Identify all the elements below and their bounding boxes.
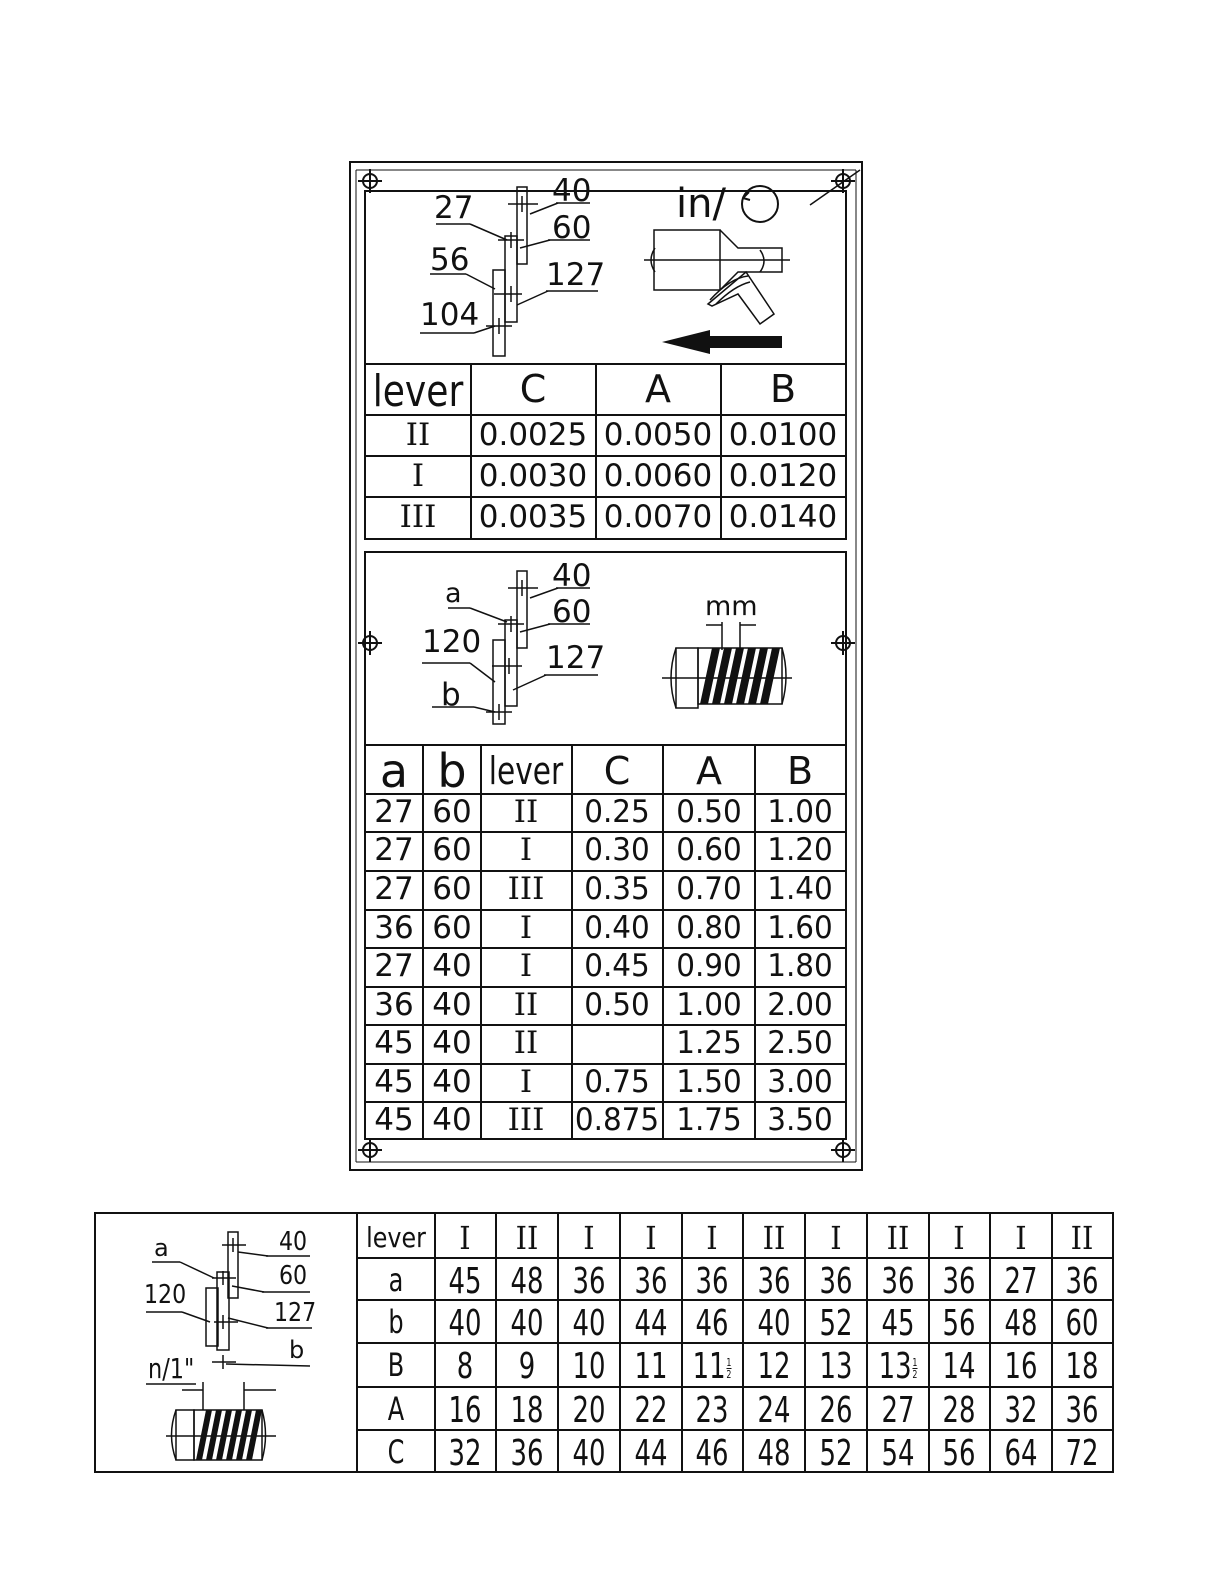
unit-label: mm (705, 591, 758, 622)
table-cell: 40 (432, 987, 472, 1023)
table-cell: 13 (819, 1346, 853, 1387)
table-cell: 36 (510, 1433, 544, 1474)
fraction: $\frac{1}{2}$ (912, 1355, 918, 1381)
table-cell: 0.40 (584, 910, 650, 946)
table-cell: 0.50 (676, 794, 742, 830)
table-cell: 40 (432, 948, 472, 984)
table-header: a (379, 744, 409, 798)
table-cell: 16 (1004, 1346, 1038, 1387)
table-cell: 52 (819, 1433, 853, 1474)
table-cell: 56 (942, 1433, 976, 1474)
row-label: C (387, 1433, 405, 1471)
table-cell: 1.75 (676, 1102, 742, 1138)
table-cell: 54 (881, 1433, 915, 1474)
table-cell: 36 (695, 1261, 729, 1302)
table-cell: 46 (695, 1433, 729, 1474)
table-cell: 48 (1004, 1303, 1038, 1344)
table-cell: 3.50 (767, 1102, 833, 1138)
table-cell: 0.0140 (728, 499, 838, 535)
table-cell: 1.40 (767, 871, 833, 907)
gear-label: 40 (552, 558, 592, 594)
table-header: B (769, 367, 797, 411)
lever-cell: I (706, 1219, 718, 1257)
table-cell: 18 (510, 1390, 544, 1431)
table-cell: 45 (881, 1303, 915, 1344)
row-label: B (387, 1346, 405, 1384)
lever-cell: II (513, 794, 539, 830)
table-cell: 27 (881, 1390, 915, 1431)
table-cell: 40 (572, 1303, 606, 1344)
lever-cell: III (399, 499, 437, 535)
gear-label: b (289, 1336, 305, 1364)
table-cell: 1.20 (767, 832, 833, 868)
table-cell: 45 (374, 1102, 414, 1138)
table-cell: 27 (1004, 1261, 1038, 1302)
table-cell: 36 (881, 1261, 915, 1302)
table-cell: 11 (634, 1346, 668, 1387)
table-cell: 1.25 (676, 1025, 742, 1061)
turning-tool-icon (644, 230, 790, 324)
table-cell: 60 (432, 794, 472, 830)
table-cell: 60 (432, 832, 472, 868)
table-cell: 0.35 (584, 871, 650, 907)
table-header: A (645, 367, 671, 411)
table-cell: 16 (448, 1390, 482, 1431)
table-cell: 23 (695, 1390, 729, 1431)
table-cell: 40 (432, 1102, 472, 1138)
table-cell: 1.00 (676, 987, 742, 1023)
gear-label: 60 (279, 1261, 308, 1291)
table-cell: 18 (1065, 1346, 1099, 1387)
lever-cell: II (513, 1025, 539, 1061)
unit-label: in/ (676, 181, 726, 227)
thread-icon-fill (700, 648, 780, 704)
table-cell: 1.60 (767, 910, 833, 946)
gear-label: 60 (552, 210, 592, 246)
fraction: $\frac{1}{2}$ (726, 1355, 732, 1381)
table-cell: 40 (757, 1303, 791, 1344)
table-cell: 0.0060 (603, 458, 713, 494)
table-cell: 2.50 (767, 1025, 833, 1061)
lever-cell: I (1015, 1219, 1027, 1257)
table-cell: 11 $\frac{1}{2}$ (692, 1346, 732, 1387)
table-cell: 36 (374, 987, 414, 1023)
row-label: A (387, 1390, 405, 1428)
table-cell: 0.50 (584, 987, 650, 1023)
lever-cell: I (953, 1219, 965, 1257)
table-cell: 45 (374, 1064, 414, 1100)
table-cell: 24 (757, 1390, 791, 1431)
row-label: a (388, 1261, 404, 1299)
table-cell: 40 (448, 1303, 482, 1344)
lever-cell: III (507, 1102, 545, 1138)
lever-cell: I (645, 1219, 657, 1257)
row-label: lever (366, 1221, 426, 1254)
table-cell: 40 (432, 1064, 472, 1100)
table-cell: 0.90 (676, 948, 742, 984)
table-cell: 27 (374, 948, 414, 984)
table-header: C (603, 749, 631, 793)
table-cell: 27 (374, 832, 414, 868)
lever-cell: I (519, 910, 533, 946)
gear-label: 127 (274, 1298, 317, 1328)
table-cell: 0.0100 (728, 417, 838, 453)
table-cell: 0.60 (676, 832, 742, 868)
gear-label: 104 (420, 297, 480, 333)
table-cell: 0.0070 (603, 499, 713, 535)
table-cell: 0.0025 (478, 417, 588, 453)
gear-label: 60 (552, 594, 592, 630)
table-cell: 12 (757, 1346, 791, 1387)
table-cell: 56 (942, 1303, 976, 1344)
table-header: B (786, 749, 814, 793)
gear-label: 120 (422, 624, 482, 660)
table-cell: 0.45 (584, 948, 650, 984)
table-cell: 27 (374, 794, 414, 830)
table-cell: 1.00 (767, 794, 833, 830)
table-cell: 0.80 (676, 910, 742, 946)
lever-cell: II (405, 417, 431, 453)
table-cell: 36 (634, 1261, 668, 1302)
unit-label: n/1" (148, 1352, 195, 1385)
lever-cell: III (507, 871, 545, 907)
table-cell: 22 (634, 1390, 668, 1431)
table-cell: 60 (1065, 1303, 1099, 1344)
table-cell: 40 (432, 1025, 472, 1061)
row-label: b (388, 1303, 404, 1341)
table-cell: 0.25 (584, 794, 650, 830)
table-cell: 36 (1065, 1261, 1099, 1302)
gear-label: 127 (546, 640, 606, 676)
table-cell: 40 (572, 1433, 606, 1474)
table-cell: 48 (510, 1261, 544, 1302)
gear-label: 56 (430, 242, 470, 278)
table-cell: 2.00 (767, 987, 833, 1023)
lever-cell: II (515, 1219, 539, 1257)
table-cell: 32 (1004, 1390, 1038, 1431)
gear-label: b (441, 677, 461, 713)
table-cell: 46 (695, 1303, 729, 1344)
lever-cell: I (411, 458, 425, 494)
lever-cell: I (459, 1219, 471, 1257)
table-header: A (696, 749, 722, 793)
table-header: b (437, 744, 467, 798)
table-cell: 0.0120 (728, 458, 838, 494)
table-cell: 44 (634, 1433, 668, 1474)
table-header: lever (488, 749, 564, 793)
table-cell: 52 (819, 1303, 853, 1344)
lever-cell: I (830, 1219, 842, 1257)
table-cell: 1.80 (767, 948, 833, 984)
table-cell: 45 (374, 1025, 414, 1061)
table-cell: 0.30 (584, 832, 650, 868)
table-cell: 1.50 (676, 1064, 742, 1100)
lever-cell: I (519, 948, 533, 984)
lever-cell: I (583, 1219, 595, 1257)
table-cell: 44 (634, 1303, 668, 1344)
feed-direction-arrow-icon (662, 330, 782, 354)
table-cell: 10 (572, 1346, 606, 1387)
table-cell: 0.70 (676, 871, 742, 907)
table-cell: 45 (448, 1261, 482, 1302)
gear-label: 120 (144, 1280, 187, 1310)
table-cell: 27 (374, 871, 414, 907)
table-cell: 60 (432, 910, 472, 946)
table-cell: 0.0035 (478, 499, 588, 535)
table-cell: 13 $\frac{1}{2}$ (878, 1346, 918, 1387)
table-cell: 64 (1004, 1433, 1038, 1474)
table-cell: 28 (942, 1390, 976, 1431)
gear-label: a (154, 1234, 169, 1262)
gear-label: 40 (279, 1227, 308, 1257)
lever-cell: I (519, 1064, 533, 1100)
lever-cell: II (762, 1219, 786, 1257)
table-cell: 48 (757, 1433, 791, 1474)
table-cell: 36 (374, 910, 414, 946)
lever-cell: II (1070, 1219, 1094, 1257)
table-cell: 36 (572, 1261, 606, 1302)
thread-icon-fill (196, 1410, 262, 1460)
gear-label: a (445, 578, 462, 609)
lever-cell: II (886, 1219, 910, 1257)
gear-label: 40 (552, 173, 592, 209)
gear-label: 127 (546, 257, 606, 293)
table-cell: 36 (1065, 1390, 1099, 1431)
table-cell: 32 (448, 1433, 482, 1474)
table-cell: 9 (518, 1346, 536, 1387)
table-cell: 72 (1065, 1433, 1099, 1474)
table-cell: 40 (510, 1303, 544, 1344)
table-cell: 36 (819, 1261, 853, 1302)
lever-cell: I (519, 832, 533, 868)
table-cell: 36 (757, 1261, 791, 1302)
table-cell: 3.00 (767, 1064, 833, 1100)
table-header: C (519, 367, 547, 411)
table-cell: 0.0050 (603, 417, 713, 453)
table-cell: 26 (819, 1390, 853, 1431)
table-cell: 0.0030 (478, 458, 588, 494)
gear-label: 27 (434, 190, 474, 226)
lever-cell: II (513, 987, 539, 1023)
table-header: lever (372, 366, 464, 417)
table-cell: 20 (572, 1390, 606, 1431)
table-cell: 14 (942, 1346, 976, 1387)
table-cell: 36 (942, 1261, 976, 1302)
table-cell: 0.875 (574, 1102, 660, 1138)
table-cell: 0.75 (584, 1064, 650, 1100)
table-cell: 60 (432, 871, 472, 907)
table-cell: 8 (456, 1346, 474, 1387)
